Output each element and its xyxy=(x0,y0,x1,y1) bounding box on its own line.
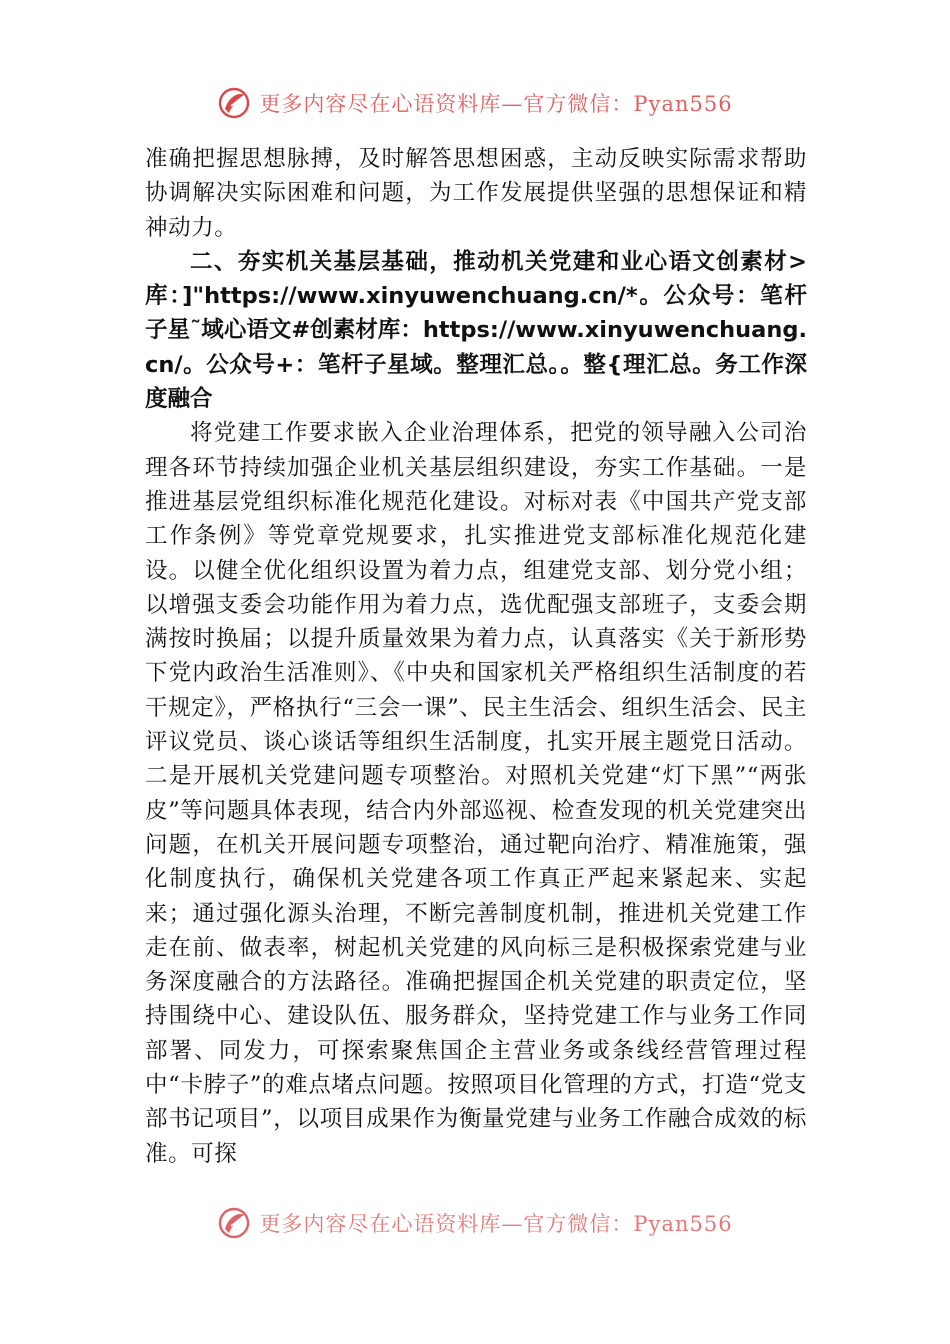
watermark-footer xyxy=(0,1203,950,1243)
body-paragraph: 将党建工作要求嵌入企业治理体系，把党的领导融入公司治理各环节持续加强企业机关基层组织建设，夯实工作基础。一是推进基层党组织标准化规范化建设。对标对表《中国共产党支部工作条例》等党章党规要求，扎实推进党支部标准化规范化建设。以健全优化组织设置为着力点，组建党支部、划分党小组；以增强支委会功能作用为着力点，选优配强支部班子，支委会期满按时换届；以提升质量效果为着力点，认真落实《关于新形势下党内政治生活准则》、《中央和国家机关严格组织生活制度的若干规定》，严格执行“三会一课”、民主生活会、组织生活会、民主评议党员、谈心谈话等组织生活制度，扎实开展主题党日活动。二是开展机关党建问题专项整治。对照机关党建“灯下黑”“两张皮”等问题具体表现，结合内外部巡视、检查发现的机关党建突出问题，在机关开展问题专项整治，通过靶向治疗、精准施策，强化制度执行，确保机关党建各项工作真正严起来紧起来、实起来；通过强化源头治理，不断完善制度机制，推进机关党建工作走在前、做表率，树起机关党建的风向标三是积极探索党建与业务深度融合的方法路径。准确把握国企机关党建的职责定位，坚持围绕中心、建设队伍、服务群众，坚持党建工作与业务工作同部署、同发力，可探索聚焦国企主营业务或条线经营管理过程中“卡脖子”的难点堵点问题。按照项目化管理的方式，打造“党支部书记项目”，以项目成果作为衡量党建与业务工作融合成效的标准。可探 xyxy=(145,420,807,1167)
brand-logo-icon xyxy=(217,86,251,120)
section-heading: 二、夯实机关基层基础，推动机关党建和业心语文创素材>库：]"https://www.xinyuwenchuang.cn/*。公众号：笔杆子星˜域心语文#创素材库：https://www.xinyuwenchuang.cn/。公众号+：笔杆子星域。整理汇总。。整{理汇总。务工作深度融合 xyxy=(145,248,807,413)
watermark-text: 更多内容尽在心语资料库—官方微信：Pyan556 xyxy=(259,92,733,116)
paragraph-continuation: 准确把握思想脉搏，及时解答思想困惑，主动反映实际需求帮助协调解决实际困难和问题，为工作发展提供坚强的思想保证和精神动力。 xyxy=(145,146,807,241)
brand-logo-icon xyxy=(217,1206,251,1240)
document-body xyxy=(145,142,807,1171)
watermark-header xyxy=(0,82,950,124)
watermark-text: 更多内容尽在心语资料库—官方微信：Pyan556 xyxy=(259,1212,733,1236)
